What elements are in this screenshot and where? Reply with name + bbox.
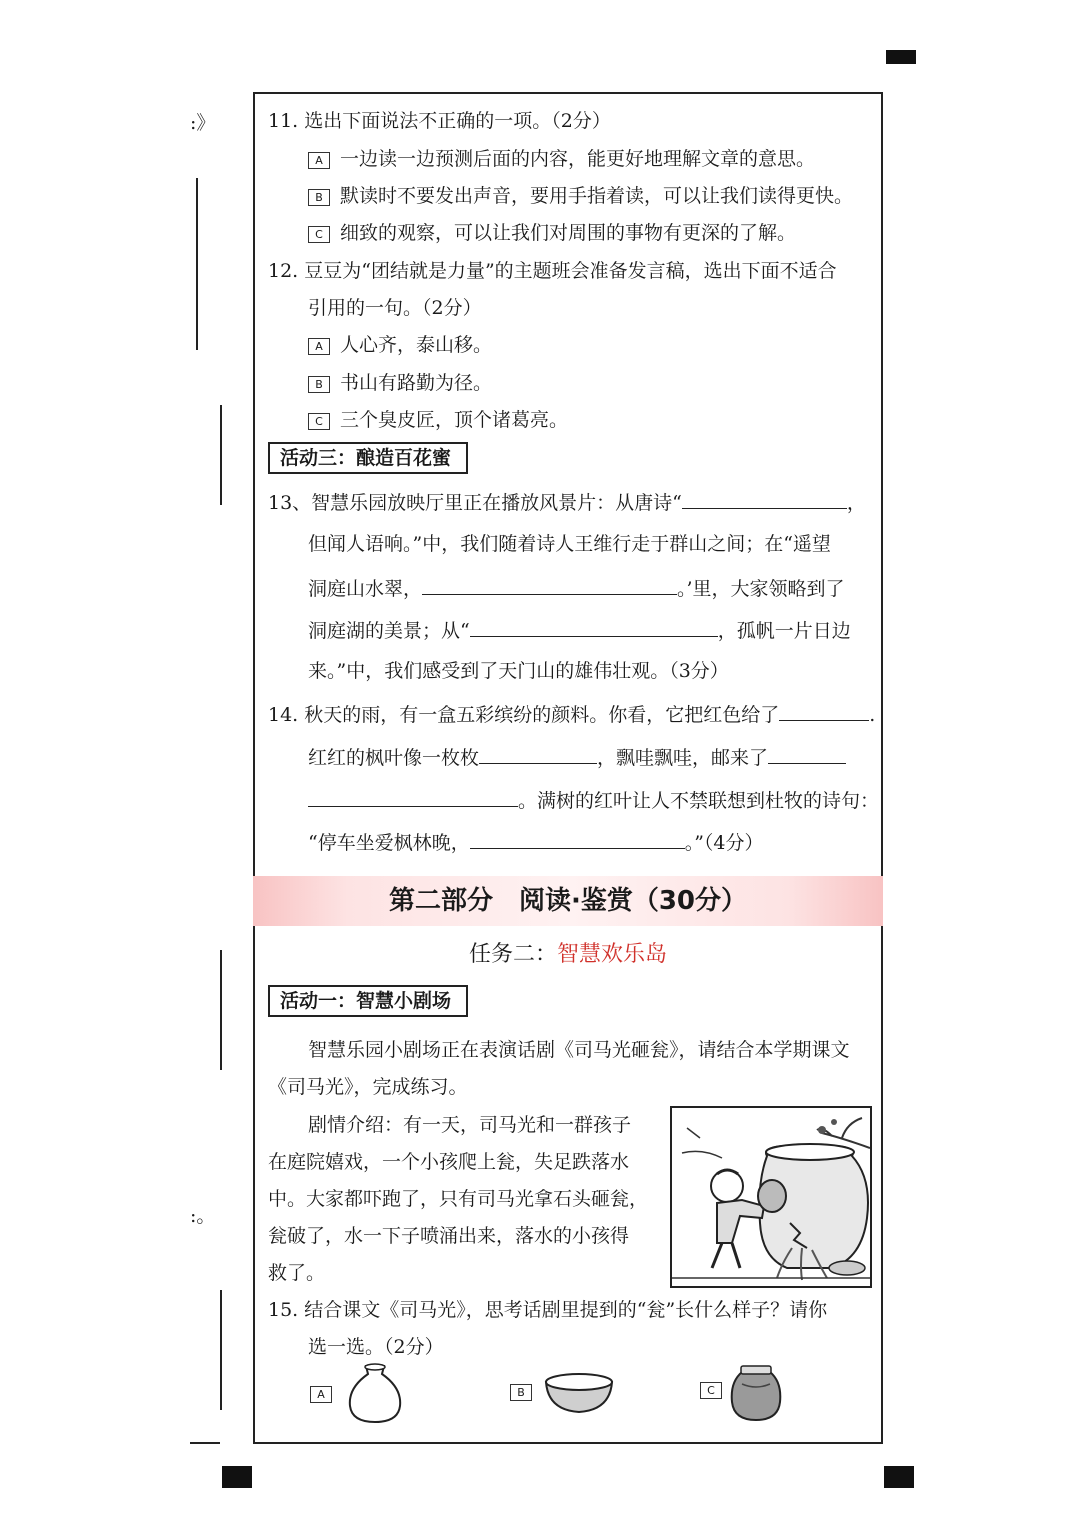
q12-stem-line1: 12. 豆豆为“团结就是力量”的主题班会准备发言稿，选出下面不适合 [268, 260, 837, 282]
q11-option-a[interactable] [308, 146, 815, 172]
q15-option-b[interactable] [510, 1362, 620, 1426]
q14-text: 。”（4分） [684, 832, 764, 854]
sima-guang-illustration [670, 1106, 872, 1288]
vase-icon [342, 1362, 408, 1426]
q13-line2: 但闻人语响。”中，我们随着诗人王维行走于群山之间；在“遥望 [308, 533, 831, 555]
margin-line [196, 178, 198, 350]
option-text: 书山有路勤为径。 [340, 372, 493, 394]
q11-option-c[interactable] [308, 220, 796, 246]
q14-text: 红红的枫叶像一枚枚 [308, 747, 480, 769]
illustration-svg [672, 1108, 870, 1286]
option-box: B [510, 1384, 532, 1401]
q14-text: . [869, 704, 876, 726]
option-box: B [308, 376, 330, 393]
option-box: B [308, 189, 330, 206]
option-text: 人心齐，泰山移。 [340, 334, 493, 356]
intro-line2: 《司马光》，完成练习。 [268, 1076, 468, 1098]
option-text: 细致的观察，可以让我们对周围的事物有更深的了解。 [340, 222, 797, 244]
answer-blank[interactable] [308, 786, 518, 807]
task2-heading [253, 940, 883, 970]
q13-line4 [308, 616, 851, 644]
task2-name: 智慧欢乐岛 [557, 942, 668, 967]
margin-line-bottom [190, 1442, 220, 1444]
part2-banner [253, 876, 883, 926]
corner-marker-bottom-right [884, 1466, 914, 1488]
option-box: C [308, 413, 330, 430]
q15-option-a[interactable] [310, 1362, 410, 1426]
q13-text: 13、智慧乐园放映厅里正在播放风景片：从唐诗“ [268, 492, 682, 514]
answer-blank[interactable] [479, 743, 597, 764]
q13-line1 [268, 488, 866, 516]
plot-line2: 在庭院嬉戏，一个小孩爬上瓮，失足跌落水 [268, 1151, 630, 1173]
activity1-label: 活动一：智慧小剧场 [268, 985, 468, 1017]
jar-icon [728, 1362, 784, 1424]
q13-text: 。’里，大家领略到了 [677, 578, 845, 600]
q14-line4 [308, 828, 764, 856]
option-text: 一边读一边预测后面的内容，能更好地理解文章的意思。 [340, 148, 816, 170]
left-fragment-top: :》 [190, 112, 216, 134]
q11-option-b[interactable] [308, 183, 853, 209]
plot-line4: 瓮破了，水一下子喷涌出来，落水的小孩得 [268, 1225, 630, 1247]
part2-title: 第二部分 阅读·鉴赏（30分） [388, 886, 748, 916]
corner-marker-bottom-left [222, 1466, 252, 1488]
answer-blank[interactable] [470, 828, 685, 849]
q14-line3 [308, 786, 879, 814]
q14-text: 。满树的红叶让人不禁联想到杜牧的诗句： [518, 790, 880, 812]
option-text: 三个臭皮匠，顶个诸葛亮。 [340, 409, 569, 431]
answer-blank[interactable] [470, 616, 718, 637]
option-text: 默读时不要发出声音，要用手指着读，可以让我们读得更快。 [340, 185, 854, 207]
margin-line [220, 1290, 222, 1410]
answer-blank[interactable] [422, 574, 677, 595]
margin-line [220, 950, 222, 1070]
q11-stem: 11. 选出下面说法不正确的一项。（2分） [268, 110, 611, 132]
q15-line2: 选一选。（2分） [308, 1336, 444, 1358]
plot-line5: 救了。 [268, 1262, 326, 1284]
answer-blank[interactable] [682, 488, 847, 509]
q12-option-c[interactable] [308, 407, 568, 433]
corner-marker-top-right [886, 50, 916, 64]
q13-line3 [308, 574, 845, 602]
q14-text: ，飘哇飘哇，邮来了 [597, 747, 769, 769]
bowl-icon [542, 1370, 616, 1416]
q13-text: ，孤帆一片日边 [717, 620, 851, 642]
task2-prefix: 任务二： [468, 942, 557, 967]
q15-line1: 15. 结合课文《司马光》，思考话剧里提到的“瓮”长什么样子？请你 [268, 1299, 828, 1321]
q15-option-c[interactable] [700, 1362, 800, 1426]
q14-line2 [308, 743, 846, 771]
q12-option-a[interactable] [308, 332, 492, 358]
plot-line1: 剧情介绍：有一天，司马光和一群孩子 [308, 1114, 632, 1136]
q14-text: 14. 秋天的雨，有一盒五彩缤纷的颜料。你看，它把红色给了 [268, 704, 780, 726]
plot-line3: 中。大家都吓跑了，只有司马光拿石头砸瓮， [268, 1188, 649, 1210]
q14-text: “停车坐爱枫林晚， [308, 832, 470, 854]
answer-blank[interactable] [768, 743, 846, 764]
option-box: A [308, 338, 330, 355]
answer-blank[interactable] [779, 700, 869, 721]
q13-text: 洞庭山水翠， [308, 578, 423, 600]
q13-line5: 来。”中，我们感受到了天门山的雄伟壮观。（3分） [308, 660, 729, 682]
q13-text: 洞庭湖的美景；从“ [308, 620, 470, 642]
activity3-label: 活动三：酿造百花蜜 [268, 442, 468, 474]
option-box: C [308, 226, 330, 243]
q14-line1 [268, 700, 875, 728]
q12-stem-line2: 引用的一句。（2分） [308, 297, 482, 319]
option-box: C [700, 1382, 722, 1399]
q12-option-b[interactable] [308, 370, 492, 396]
margin-line [220, 405, 222, 505]
intro-line1: 智慧乐园小剧场正在表演话剧《司马光砸瓮》，请结合本学期课文 [308, 1039, 850, 1061]
option-box: A [308, 152, 330, 169]
q13-text: ， [846, 492, 866, 514]
option-box: A [310, 1386, 332, 1403]
left-fragment-bottom: :。 [190, 1205, 216, 1227]
